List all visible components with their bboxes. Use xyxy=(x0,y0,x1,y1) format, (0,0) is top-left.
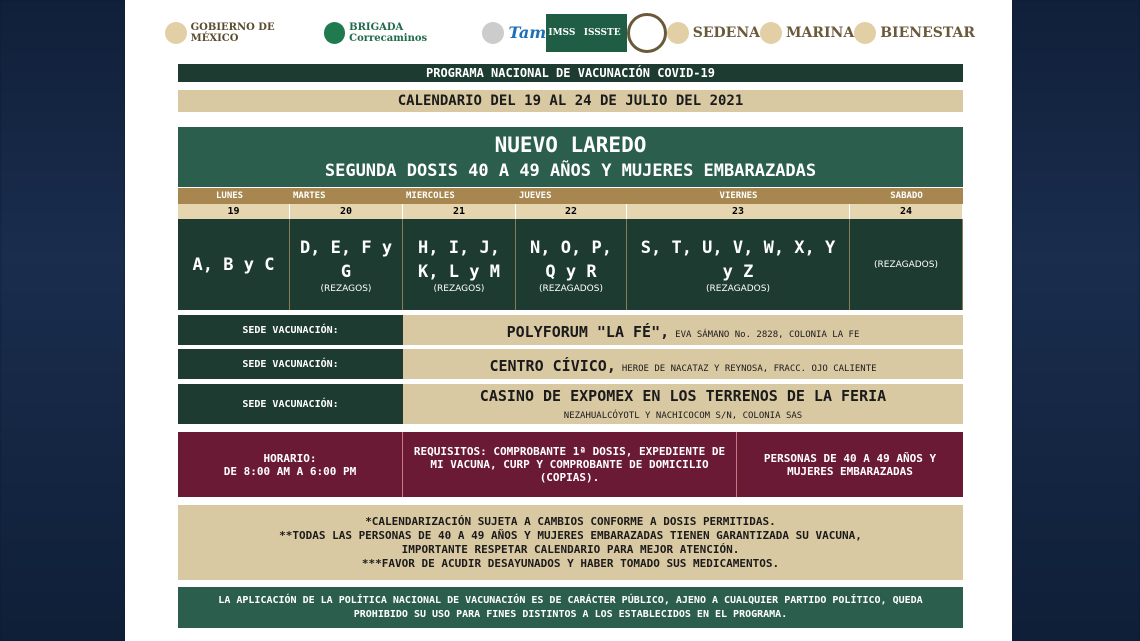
day-date: 24 xyxy=(850,204,963,219)
day-letters: H, I, J, K, L y M xyxy=(418,237,500,282)
venue-label: SEDE VACUNACIÓN: xyxy=(178,384,403,424)
venue-name: CASINO DE EXPOMEX EN LOS TERRENOS DE LA FERIA xyxy=(479,387,887,405)
day-note: (REZAGADOS) xyxy=(706,283,770,294)
calendar-title: CALENDARIO DEL 19 AL 24 DE JULIO DEL 2021 xyxy=(178,90,963,112)
program-title: PROGRAMA NACIONAL DE VACUNACIÓN COVID-19 xyxy=(178,64,963,82)
day-letters: S, T, U, V, W, X, Y y Z xyxy=(640,237,836,282)
footer-disclaimer: LA APLICACIÓN DE LA POLÍTICA NACIONAL DE VACUNACIÓN ES DE CARÁCTER PÚBLICO, AJENO A CUALQUIER PARTIDO POLÍTICO, QUEDA PROHIBIDO SU USO PARA FINES DISTINTOS A LOS ESTABLECIDOS EN EL PROGRAMA. xyxy=(178,587,963,628)
notes-block xyxy=(178,505,963,580)
schedule-cell xyxy=(178,432,403,497)
eligible-people-cell: PERSONAS DE 40 A 49 AÑOS Y MUJERES EMBARAZADAS xyxy=(737,432,963,497)
venue-name: POLYFORUM "LA FÉ", xyxy=(506,323,670,341)
note: *CALENDARIZACIÓN SUJETA A CAMBIOS CONFORME A DOSIS PERMITIDAS. xyxy=(365,514,776,528)
logo-brigada: BRIGADA Correcaminos xyxy=(324,22,483,44)
day-name: MARTES xyxy=(290,188,403,204)
day-note: (REZAGADOS) xyxy=(539,283,603,294)
day-cell xyxy=(516,219,627,310)
day-date: 23 xyxy=(627,204,850,219)
venue-address: HEROE DE NACATAZ Y REYNOSA, FRACC. OJO CALIENTE xyxy=(621,364,877,374)
logo-sedena: SEDENA xyxy=(667,22,760,44)
day-name: LUNES xyxy=(178,188,290,204)
day-date: 21 xyxy=(403,204,516,219)
requirements-cell: REQUISITOS: COMPROBANTE 1ª DOSIS, EXPEDIENTE DE MI VACUNA, CURP Y COMPROBANTE DE DOMICILIO (COPIAS). xyxy=(403,432,737,497)
day-date: 22 xyxy=(516,204,627,219)
logo-bar xyxy=(165,10,975,55)
venue-address: NEZAHUALCÓYOTL Y NACHICOCOM S/N, COLONIA SAS xyxy=(563,411,803,421)
venue-name: CENTRO CÍVICO, xyxy=(489,357,616,375)
logo-tam: Tam xyxy=(482,22,546,44)
logo-eagle-seal xyxy=(627,13,667,53)
venue-label: SEDE VACUNACIÓN: xyxy=(178,349,403,379)
dose-subtitle: SEGUNDA DOSIS 40 A 49 AÑOS Y MUJERES EMBARAZADAS xyxy=(324,161,817,181)
day-letters: N, O, P, Q y R xyxy=(530,237,612,282)
day-cell xyxy=(403,219,516,310)
vaccination-poster xyxy=(125,0,1012,641)
day-note: (REZAGOS) xyxy=(320,283,372,294)
day-note: (REZAGOS) xyxy=(433,283,485,294)
venue-info xyxy=(403,315,963,345)
logo-issste: ISSSTE xyxy=(578,14,627,52)
logo-gobierno: GOBIERNO DE MÉXICO xyxy=(165,22,324,44)
schedule-label: HORARIO: xyxy=(263,451,317,465)
day-note: (REZAGADOS) xyxy=(874,259,938,270)
logo-marina: MARINA xyxy=(760,22,854,44)
venue-label: SEDE VACUNACIÓN: xyxy=(178,315,403,345)
logo-imss: IMSS xyxy=(546,14,577,52)
header-block xyxy=(178,127,963,187)
day-name: MIERCOLES xyxy=(403,188,516,204)
day-cell xyxy=(850,219,963,310)
day-name: JUEVES xyxy=(516,188,627,204)
day-name: SABADO xyxy=(850,188,963,204)
note: ***FAVOR DE ACUDIR DESAYUNADOS Y HABER TOMADO SUS MEDICAMENTOS. xyxy=(361,556,780,570)
city-title: NUEVO LAREDO xyxy=(494,133,647,157)
blurred-background-left xyxy=(0,0,125,641)
day-letters: A, B y C xyxy=(192,254,275,275)
venue-info xyxy=(403,384,963,424)
day-letters: D, E, F y G xyxy=(299,237,393,282)
schedule-hours: DE 8:00 AM A 6:00 PM xyxy=(223,464,357,478)
logo-bienestar: BIENESTAR xyxy=(854,22,975,44)
day-name: VIERNES xyxy=(627,188,850,204)
day-date: 20 xyxy=(290,204,403,219)
blurred-background-right xyxy=(1012,0,1140,641)
day-cell xyxy=(178,219,290,310)
venue-info xyxy=(403,349,963,379)
note: **TODAS LAS PERSONAS DE 40 A 49 AÑOS Y MUJERES EMBARAZADAS TIENEN GARANTIZADA SU VACUNA, xyxy=(279,528,862,542)
day-date: 19 xyxy=(178,204,290,219)
note: IMPORTANTE RESPETAR CALENDARIO PARA MEJOR ATENCIÓN. xyxy=(401,542,740,556)
venue-address: EVA SÁMANO No. 2828, COLONIA LA FE xyxy=(675,330,860,340)
day-cell xyxy=(290,219,403,310)
day-cell xyxy=(627,219,850,310)
